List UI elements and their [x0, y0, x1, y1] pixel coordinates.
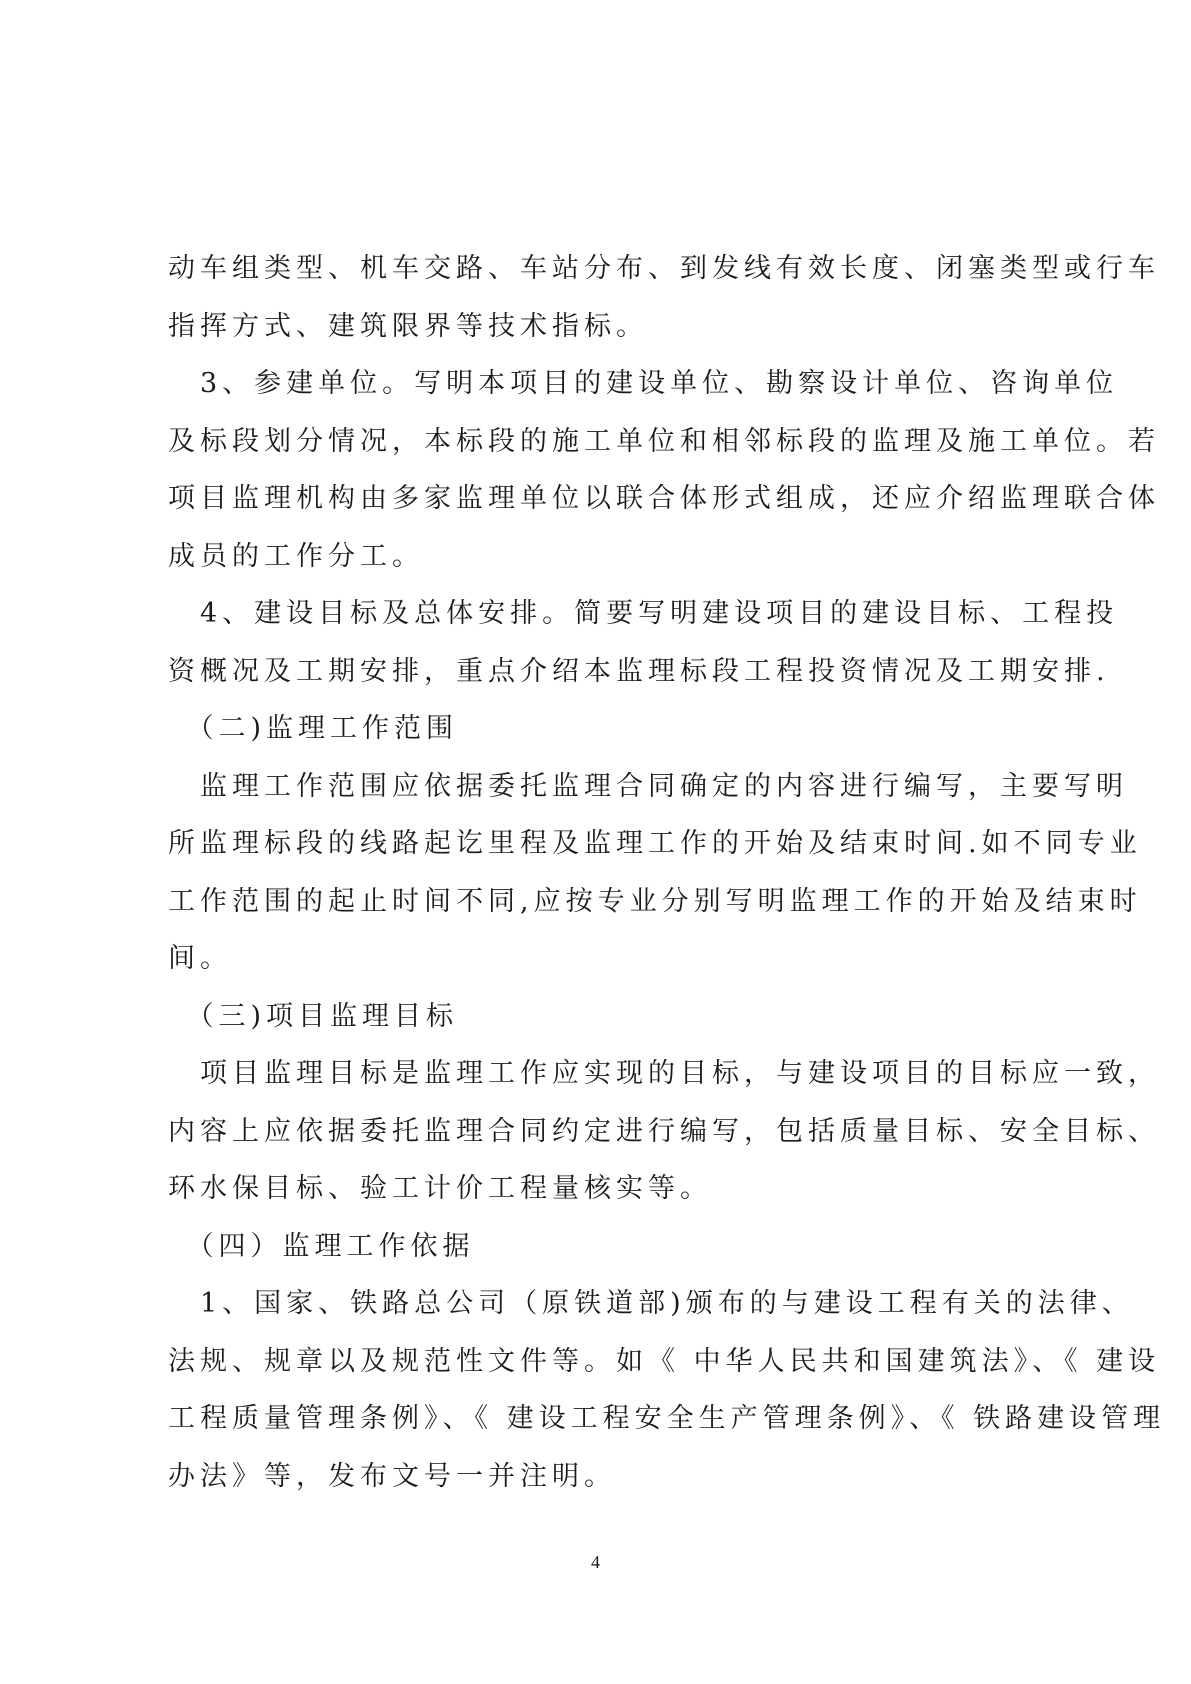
body-text-line: 4、建设目标及总体安排。简要写明建设项目的建设目标、工程投 [168, 598, 1119, 629]
body-text-line: 动车组类型、机车交路、车站分布、到发线有效长度、闭塞类型或行车 [168, 253, 1160, 284]
body-text-line: 指挥方式、建筑限界等技术指标。 [168, 310, 648, 342]
page-number: 4 [591, 1552, 600, 1572]
body-text-line: 间。 [168, 943, 232, 974]
section-heading: （三)项目监理目标 [168, 1000, 459, 1032]
body-text-line: 工程质量管理条例》、《 建设工程安全生产管理条例》、《 铁路建设管理 [168, 1403, 1166, 1434]
section-heading: （二)监理工作范围 [168, 713, 459, 744]
body-text-line: 资概况及工期安排，重点介绍本监理标段工程投资情况及工期安排. [168, 655, 1110, 687]
body-text-line: 成员的工作分工。 [168, 540, 424, 572]
document-body [168, 240, 1166, 1505]
body-text-line: 1、国家、铁路总公司（原铁道部)颁布的与建设工程有关的法律、 [168, 1288, 1134, 1319]
section-heading: （四）监理工作依据 [168, 1230, 475, 1262]
body-text-line: 及标段划分情况，本标段的施工单位和相邻标段的监理及施工单位。若 [168, 425, 1160, 457]
body-text-line: 环水保目标、验工计价工程量核实等。 [168, 1173, 712, 1204]
body-text-line: 工作范围的起止时间不同,应按专业分别写明监理工作的开始及结束时 [168, 885, 1142, 917]
body-text-line: 所监理标段的线路起讫里程及监理工作的开始及结束时间.如不同专业 [168, 828, 1142, 859]
body-text-line: 监理工作范围应依据委托监理合同确定的内容进行编写，主要写明 [168, 770, 1128, 802]
body-text-line: 办法》等，发布文号一并注明。 [168, 1460, 616, 1492]
body-text-line: 项目监理目标是监理工作应实现的目标，与建设项目的目标应一致， [168, 1058, 1160, 1089]
body-text-line: 法规、规章以及规范性文件等。如《 中华人民共和国建筑法》、《 建设 [168, 1345, 1161, 1377]
body-text-line: 3、参建单位。写明本项目的建设单位、勘察设计单位、咨询单位 [168, 368, 1119, 399]
body-text-line: 内容上应依据委托监理合同约定进行编写，包括质量目标、安全目标、 [168, 1115, 1160, 1147]
body-text-line: 项目监理机构由多家监理单位以联合体形式组成，还应介绍监理联合体 [168, 483, 1160, 514]
